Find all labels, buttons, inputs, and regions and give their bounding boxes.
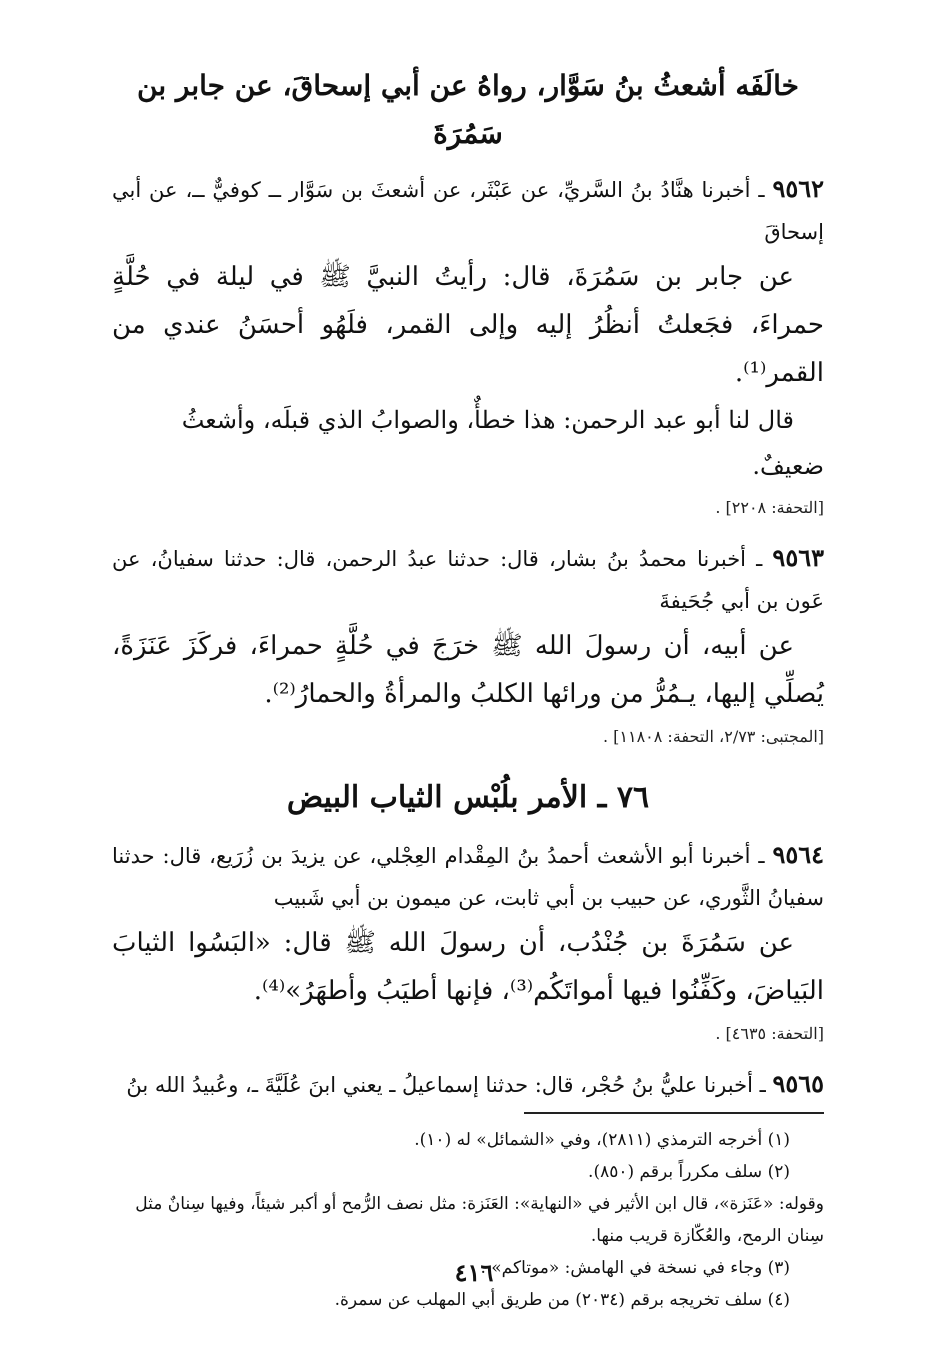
hadith-number: ٩٥٦٥ — [772, 1069, 824, 1098]
hadith-chain — [112, 537, 824, 622]
section-heading: خالَفَه أشعثُ بنُ سَوَّار، رواهُ عن أبي إسحاقَ، عن جابر بن سَمُرَةَ — [137, 69, 799, 150]
footnote: وقوله: «عَنَزة»، قال ابن الأثير في «النهاية»: العَنَزة: مثل نصف الرُّمح أو أكبر شيئاً، وفيها سِنانٌ مثل سِنان الرمح، والعُكّازة قريب منها. — [135, 1194, 824, 1246]
page-number: ٤١٦ — [454, 1258, 494, 1287]
hadith-comment: قال لنا أبو عبد الرحمن: هذا خطأٌ، والصوابُ الذي قبلَه، وأشعثُ ضعيفٌ. — [181, 406, 824, 480]
hadith-reference: [التحفة: ٤٦٣٥] . — [715, 1024, 824, 1043]
footnote: (٤) سلف تخريجه برقم (٢٠٣٤) من طريق أبي المهلب عن سمرة. — [334, 1290, 790, 1310]
hadith-number: ٩٥٦٢ — [772, 174, 824, 203]
hadith-reference: [التحفة: ٢٢٠٨] . — [715, 498, 824, 517]
page-body — [112, 62, 824, 1316]
hadith-reference: [المجتبى: ٢/٧٣، التحفة: ١١٨٠٨] . — [602, 727, 824, 746]
isnad-text: ـ أخبرنا محمدُ بنُ بشار، قال: حدثنا عبدُ الرحمن، قال: حدثنا سفيانُ، عن عَون بن أبي جُحَيفةَ — [112, 547, 824, 613]
hadith-chain — [112, 168, 824, 253]
hadith-number: ٩٥٦٣ — [772, 543, 824, 572]
isnad-text: ـ أخبرنا عليُّ بنُ حُجْر، قال: حدثنا إسماعيلُ ـ يعني ابنَ عُلَيَّةَ ـ، وعُبيدُ الله بنُ — [126, 1073, 766, 1097]
hadith-text: عن سَمُرَةَ بن جُنْدُب، أن رسولَ الله ﷺ قال: «البَسُوا الثيابَ البَياضَ، وكَفِّنُوا فيها أمواتَكُم⁽³⁾، فإنها أطيَبُ وأطهَرُ»⁽⁴⁾. — [112, 928, 824, 1006]
isnad-text: ـ أخبرنا هنَّادُ بنُ السَّريِّ، عن عَبْثَر، عن أشعثَ بن سَوَّار ــ كوفيٌّ ــ، عن أبي إسحاقَ — [112, 178, 824, 244]
footnote-divider — [524, 1112, 824, 1114]
hadith-text: عن أبيه، أن رسولَ الله ﷺ خرَجَ في حُلَّةٍ حمراءَ، فركَزَ عَنَزَةً، يُصلِّي إليها، يـمُرُّ من ورائها الكلبُ والمرأةُ والحمارُ⁽²⁾. — [112, 631, 824, 709]
footnote: (٣) وجاء في نسخة في الهامش: «موتاكم» . — [480, 1258, 790, 1278]
footnote: (٢) سلف مكرراً برقم (٨٥٠). — [588, 1162, 790, 1182]
chapter-heading: ٧٦ ـ الأمر بلُبْس الثياب البيض — [286, 780, 650, 815]
hadith-chain — [112, 1063, 824, 1106]
hadith-number: ٩٥٦٤ — [772, 840, 824, 869]
hadith-chain — [112, 834, 824, 919]
hadith-text: عن جابر بن سَمُرَةَ، قال: رأيتُ النبيَّ ﷺ في ليلة في حُلَّةٍ حمراءَ، فجَعلتُ أنظُرُ إليه وإلى القمر، فلَهُو أحسَنُ عندي من القمر⁽¹⁾. — [112, 262, 824, 388]
isnad-text: ـ أخبرنا أبو الأشعث أحمدُ بنُ المِقْدام العِجْلي، عن يزيدَ بن زُرَيع، قال: حدثنا سفيانُ الثَّوري، عن حبيب بن أبي ثابت، عن ميمون بن أبي شَبيب — [112, 844, 824, 910]
footnote: (١) أخرجه الترمذي (٢٨١١)، وفي «الشمائل» له (١٠). — [414, 1130, 790, 1150]
